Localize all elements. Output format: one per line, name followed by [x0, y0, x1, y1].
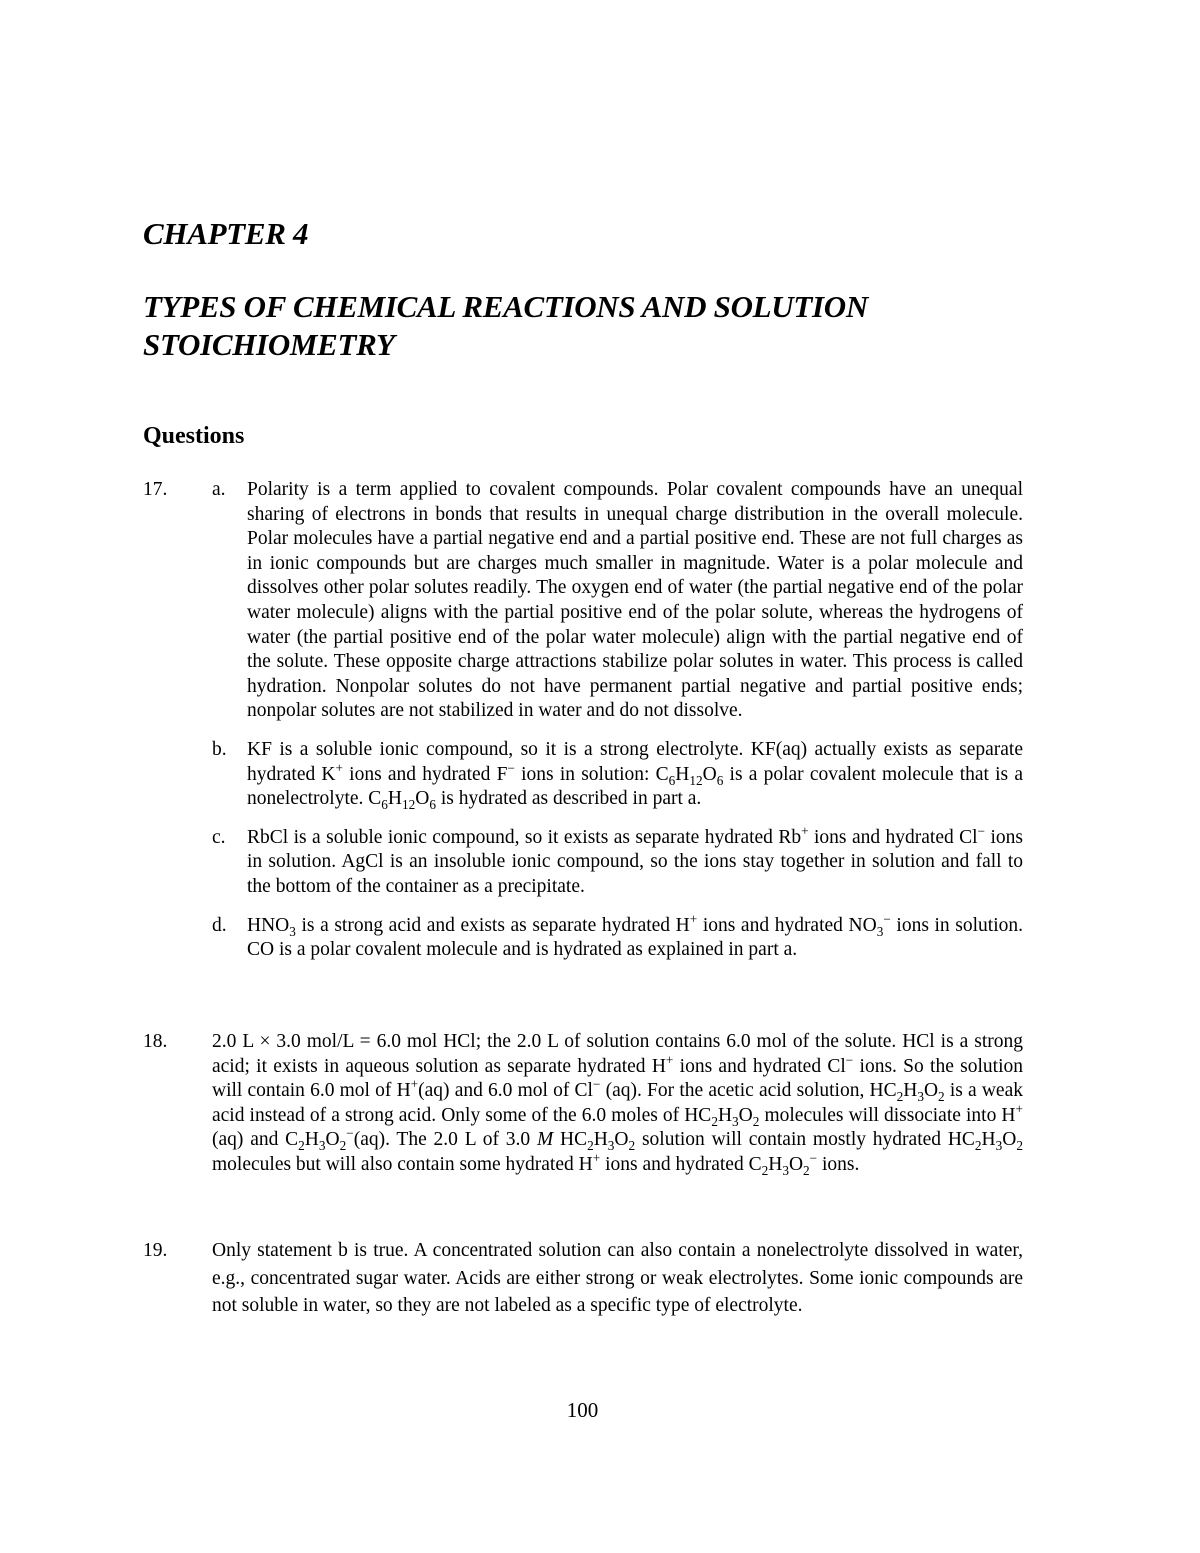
question-17-part-d — [212, 911, 1023, 963]
chapter-title: TYPES OF CHEMICAL REACTIONS AND SOLUTION STOICHIOMETRY — [143, 289, 868, 362]
part-label: c. — [212, 826, 226, 848]
part-label: b. — [212, 738, 227, 760]
question-number: 18. — [143, 1031, 168, 1052]
part-text: Polarity is a term applied to covalent compounds. Polar covalent compounds have an unequal sharing of electrons in bonds that results in unequal charge distribution in the overall molecule. Polar molecules have a partial negative end and a partial positive end. These are not full charges as in ionic compounds but are charges much smaller in magnitude. Water is a polar molecule and dissolves other polar solutes readily. The oxygen end of water (the partial negative end of the polar water molecule) aligns with the partial positive end of the polar solute, whereas the hydrogens of water (the partial positive end of the polar water molecule) align with the partial negative end of the solute. These opposite charge attractions stabilize polar solutes in water. This process is called hydration. Nonpolar solutes do not have permanent partial negative and partial positive ends; nonpolar solutes are not stabilized in water and do not dissolve. — [247, 479, 1023, 722]
part-text: RbCl is a soluble ionic compound, so it exists as separate hydrated Rb+ ions and hydrated Cl− ions in solution. AgCl is an insoluble ionic compound, so the ions stay together in solution and fall to the bottom of the container as a precipitate. — [247, 823, 1024, 897]
question-number: 17. — [143, 479, 168, 500]
question-text: Only statement b is true. A concentrated solution can also contain a nonelectrolyte dissolved in water, e.g., concentrated sugar water. Acids are either strong or weak electrolytes. Some ionic compounds are not soluble in water, so they are not labeled as a specific type of electrolyte. — [212, 1240, 1023, 1316]
question-19 — [143, 1237, 1023, 1320]
part-text: $HNO_3$ is a strong acid and exists as separate hydrated H+ ions and hydrated $NO_3^-$ ions in solution. CO is a polar covalent molecule and is hydrated as explained in part a. — [247, 911, 1023, 961]
part-text: KF is a soluble ionic compound, so it is a strong electrolyte. KF(aq) actually exists as separate hydrated K+ ions and hydrated F− ions in solution: $C_6H_{12}O_6$ is a polar covalent molecule that is a nonelectrolyte. $C_6H_{12}O_6$ is hydrated as described in part a. — [247, 738, 1023, 813]
question-number: 19. — [143, 1240, 168, 1261]
part-label: d. — [212, 914, 227, 936]
chapter-heading: CHAPTER 4 — [143, 216, 309, 251]
question-17 — [143, 478, 1023, 977]
question-17-part-a — [212, 478, 1023, 724]
part-label: a. — [212, 479, 226, 500]
page-number: 100 — [566, 1398, 599, 1422]
question-text: 2.0 L × 3.0 mol/L = 6.0 mol HCl; the 2.0 L of solution contains 6.0 mol of the solute. HCl is a strong acid; it exists in aqueous solution as separate hydrated H+ ions and hydrated Cl− ions. So the solution will contain 6.0 mol of H+(aq) and 6.0 mol of Cl− (aq). For the acetic acid solution, $HC_2H_3O_2$ is a weak acid instead of a strong acid. Only some of the 6.0 moles of $HC_2H_3O_2$ molecules will dissociate into H+(aq) and $C_2H_3O_2^-(aq)$. The 2.0 L of 3.0 M $HC_2H_3O_2$ solution will contain mostly hydrated $HC_2H_3O_2$ molecules but will also contain some hydrated H+ ions and hydrated $C_2H_3O_2^-$ ions. — [212, 1031, 1023, 1178]
question-17-part-b — [212, 738, 1023, 812]
question-18 — [143, 1030, 1023, 1178]
section-heading: Questions — [143, 423, 245, 449]
question-17-part-c — [212, 823, 1024, 900]
